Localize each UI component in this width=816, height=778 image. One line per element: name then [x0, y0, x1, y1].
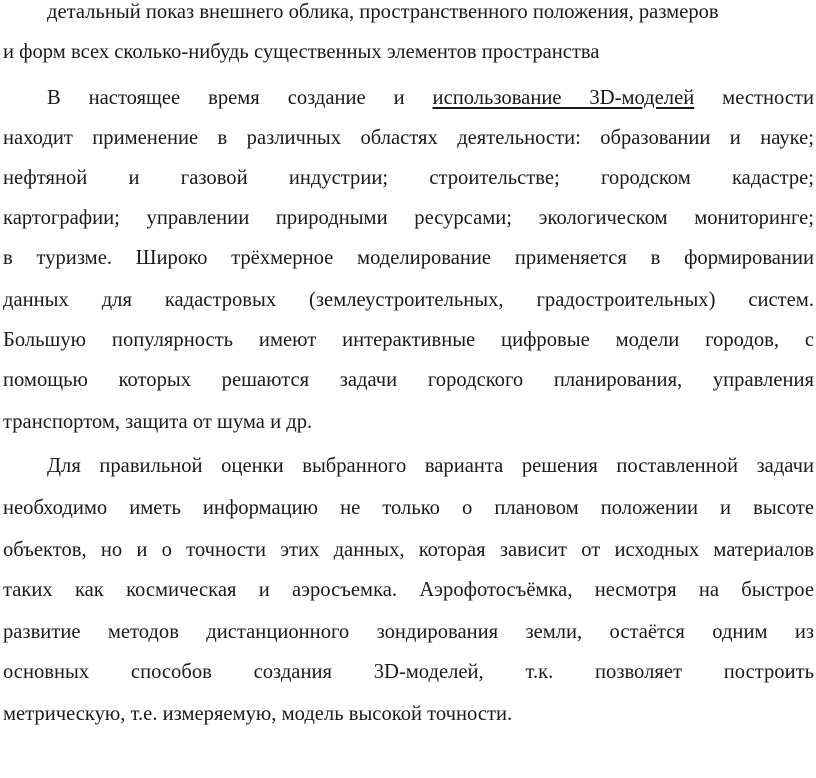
text-line-14: объектов, но и о точности этих данных, которая зависит от исходных материалов	[3, 539, 814, 561]
text-line-1: детальный показ внешнего облика, пространственного положения, размеров	[47, 1, 719, 23]
text-line-17: основных способов создания 3D-моделей, т.к. позволяет построить	[3, 661, 814, 683]
line3-prefix: В настоящее время создание и	[47, 87, 405, 109]
text-line-2: и форм всех сколько-нибудь существенных элементов пространства	[3, 41, 600, 63]
text-line-3	[3, 78, 814, 118]
text-line-18: метрическую, т.е. измеряемую, модель высокой точности.	[3, 703, 513, 725]
text-line-11: транспортом, защита от шума и др.	[3, 411, 313, 433]
text-line-16: развитие методов дистанционного зондирования земли, остаётся одним из	[3, 621, 814, 643]
text-line-9: Большую популярность имеют интерактивные цифровые модели городов, с	[3, 329, 814, 351]
text-line-13: необходимо иметь информацию не только о плановом положении и высоте	[3, 497, 814, 519]
text-line-4: находит применение в различных областях деятельности: образовании и науке;	[3, 127, 814, 149]
text-line-7: в туризме. Широко трёхмерное моделирование применяется в формировании	[3, 247, 814, 269]
text-line-15: таких как космическая и аэросъемка. Аэрофотосъёмка, несмотря на быстрое	[3, 579, 814, 601]
line3-suffix: местности	[722, 87, 814, 109]
text-line-5: нефтяной и газовой индустрии; строительстве; городском кадастре;	[3, 167, 814, 189]
text-line-12: Для правильной оценки выбранного варианта решения поставленной задачи	[47, 455, 814, 477]
text-line-8: данных для кадастровых (землеустроительных, градостроительных) систем.	[3, 289, 814, 311]
3d-models-link[interactable]: использование 3D-моделей	[432, 87, 695, 109]
text-line-6: картографии; управлении природными ресурсами; экологическом мониторинге;	[3, 207, 814, 229]
text-line-10: помощью которых решаются задачи городского планирования, управления	[3, 369, 814, 391]
